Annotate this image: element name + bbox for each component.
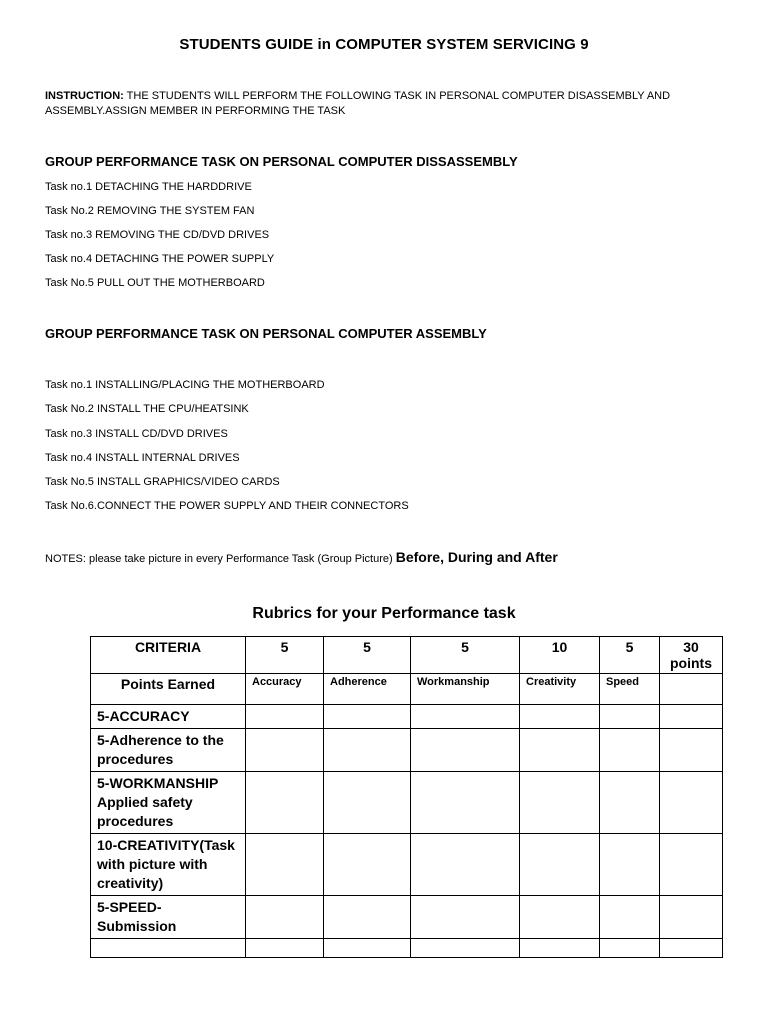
assembly-task: Task No.2 INSTALL THE CPU/HEATSINK bbox=[45, 403, 249, 415]
score-cell bbox=[411, 772, 520, 834]
rubrics-title: Rubrics for your Performance task bbox=[252, 605, 516, 622]
assembly-task: Task no.3 INSTALL CD/DVD DRIVES bbox=[45, 428, 228, 440]
score-cell bbox=[411, 896, 520, 939]
empty-cell bbox=[246, 939, 324, 958]
disassembly-task: Task no.3 REMOVING THE CD/DVD DRIVES bbox=[45, 229, 270, 241]
score-cell bbox=[660, 772, 723, 834]
header-cell-points: 5 bbox=[600, 637, 660, 674]
empty-cell bbox=[411, 939, 520, 958]
score-cell bbox=[324, 834, 411, 896]
points-earned-row bbox=[91, 674, 723, 705]
table-row bbox=[91, 729, 723, 772]
assembly-task: Task No.5 INSTALL GRAPHICS/VIDEO CARDS bbox=[45, 476, 280, 488]
score-cell bbox=[660, 729, 723, 772]
score-cell bbox=[324, 705, 411, 729]
score-cell bbox=[600, 834, 660, 896]
criteria-cell: 10-CREATIVITY(Task with picture with creativity) bbox=[91, 834, 246, 896]
empty-cell bbox=[324, 939, 411, 958]
score-cell bbox=[246, 705, 324, 729]
empty-cell bbox=[520, 939, 600, 958]
score-cell bbox=[246, 896, 324, 939]
table-row bbox=[91, 834, 723, 896]
disassembly-heading: GROUP PERFORMANCE TASK ON PERSONAL COMPUTER DISSASSEMBLY bbox=[45, 154, 518, 169]
table-row bbox=[91, 772, 723, 834]
score-cell bbox=[520, 729, 600, 772]
table-row bbox=[91, 939, 723, 958]
empty-cell bbox=[91, 939, 246, 958]
header-cell-points: 5 bbox=[411, 637, 520, 674]
instruction-label: INSTRUCTION: bbox=[45, 90, 124, 102]
subheader-total bbox=[660, 674, 723, 705]
score-cell bbox=[600, 705, 660, 729]
table-row bbox=[91, 896, 723, 939]
score-cell bbox=[600, 896, 660, 939]
assembly-task: Task no.1 INSTALLING/PLACING THE MOTHERBOARD bbox=[45, 379, 325, 391]
score-cell bbox=[324, 772, 411, 834]
score-cell bbox=[324, 896, 411, 939]
notes-text: NOTES: please take picture in every Performance Task (Group Picture) bbox=[45, 553, 396, 565]
assembly-task: Task no.4 INSTALL INTERNAL DRIVES bbox=[45, 452, 240, 464]
subheader-speed: Speed bbox=[600, 674, 660, 705]
document-title: STUDENTS GUIDE in COMPUTER SYSTEM SERVICING 9 bbox=[179, 36, 589, 53]
empty-cell bbox=[600, 939, 660, 958]
criteria-cell: 5-SPEED-Submission bbox=[91, 896, 246, 939]
header-cell-points: 5 bbox=[324, 637, 411, 674]
criteria-cell: 5-WORKMANSHIP Applied safety procedures bbox=[91, 772, 246, 834]
table-row bbox=[91, 705, 723, 729]
rubric-header-row bbox=[91, 637, 723, 674]
score-cell bbox=[520, 772, 600, 834]
score-cell bbox=[600, 772, 660, 834]
notes-emphasis: Before, During and After bbox=[395, 549, 558, 565]
score-cell bbox=[600, 729, 660, 772]
score-cell bbox=[324, 729, 411, 772]
score-cell bbox=[246, 729, 324, 772]
instruction-paragraph bbox=[45, 89, 735, 119]
score-cell bbox=[660, 896, 723, 939]
assembly-task: Task No.6.CONNECT THE POWER SUPPLY AND THEIR CONNECTORS bbox=[45, 500, 409, 512]
header-cell-points: 5 bbox=[246, 637, 324, 674]
subheader-accuracy: Accuracy bbox=[246, 674, 324, 705]
score-cell bbox=[520, 705, 600, 729]
rubric-table bbox=[90, 636, 723, 958]
score-cell bbox=[520, 834, 600, 896]
score-cell bbox=[520, 896, 600, 939]
score-cell bbox=[246, 834, 324, 896]
notes-line bbox=[45, 549, 558, 565]
disassembly-task: Task no.4 DETACHING THE POWER SUPPLY bbox=[45, 253, 275, 265]
subheader-workmanship: Workmanship bbox=[411, 674, 520, 705]
empty-cell bbox=[660, 939, 723, 958]
disassembly-task: Task no.1 DETACHING THE HARDDRIVE bbox=[45, 181, 252, 193]
header-cell-total: 30 points bbox=[660, 637, 723, 674]
criteria-cell: 5-ACCURACY bbox=[91, 705, 246, 729]
subheader-adherence: Adherence bbox=[324, 674, 411, 705]
score-cell bbox=[660, 705, 723, 729]
assembly-heading: GROUP PERFORMANCE TASK ON PERSONAL COMPUTER ASSEMBLY bbox=[45, 326, 487, 341]
header-cell-criteria: CRITERIA bbox=[91, 637, 246, 674]
score-cell bbox=[411, 705, 520, 729]
criteria-cell: 5-Adherence to the procedures bbox=[91, 729, 246, 772]
score-cell bbox=[246, 772, 324, 834]
score-cell bbox=[411, 834, 520, 896]
subheader-creativity: Creativity bbox=[520, 674, 600, 705]
header-cell-points: 10 bbox=[520, 637, 600, 674]
score-cell bbox=[411, 729, 520, 772]
points-earned-label: Points Earned bbox=[91, 674, 246, 705]
disassembly-task: Task No.2 REMOVING THE SYSTEM FAN bbox=[45, 205, 255, 217]
instruction-text: THE STUDENTS WILL PERFORM THE FOLLOWING TASK IN PERSONAL COMPUTER DISASSEMBLY AND ASSEMBLY.ASSIGN MEMBER IN PERFORMING THE TASK bbox=[45, 90, 671, 117]
disassembly-task: Task No.5 PULL OUT THE MOTHERBOARD bbox=[45, 277, 265, 289]
score-cell bbox=[660, 834, 723, 896]
